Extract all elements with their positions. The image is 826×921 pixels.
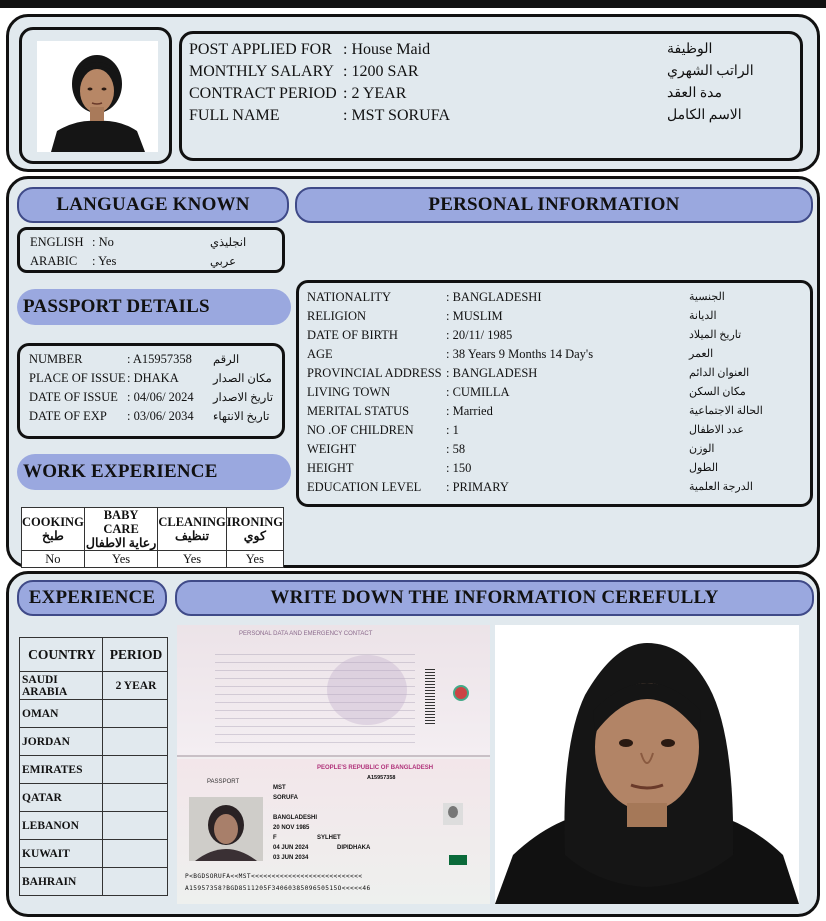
work-col-en: IRONING <box>226 515 283 529</box>
personal-row <box>307 326 807 345</box>
work-col-en: BABY CARE <box>103 508 139 536</box>
post-info-box <box>179 31 803 161</box>
passport-photo <box>189 797 263 861</box>
period-cell <box>103 812 168 840</box>
personal-row <box>307 364 807 383</box>
period-cell <box>103 868 168 896</box>
passport-flag-icon <box>449 855 467 865</box>
personal-value: : Married <box>446 404 493 418</box>
passport-row <box>29 390 279 409</box>
personal-arabic: الجنسية <box>689 291 725 303</box>
passport-value: : 03/06/ 2034 <box>127 409 194 423</box>
language-arabic: عربي <box>210 256 236 268</box>
period-column-header: PERIOD <box>103 638 168 672</box>
work-col-ironing <box>226 508 283 551</box>
passport-value: : A15957358 <box>127 352 192 366</box>
passport-details-heading: PASSPORT DETAILS <box>17 289 291 325</box>
personal-row <box>307 421 807 440</box>
personal-value: : BANGLADESH <box>446 366 538 380</box>
work-value-row <box>22 551 284 568</box>
personal-value: : PRIMARY <box>446 480 509 494</box>
header-label: MONTHLY SALARY <box>189 63 334 80</box>
passport-label: PLACE OF ISSUE <box>29 371 126 385</box>
work-value: Yes <box>226 551 283 568</box>
experience-row <box>20 700 168 728</box>
personal-row <box>307 345 807 364</box>
personal-arabic: الحالة الاجتماعية <box>689 405 763 417</box>
passport-arabic: تاريخ الاصدار <box>213 392 274 404</box>
passport-value: : DHAKA <box>127 371 179 385</box>
personal-label: NO .OF CHILDREN <box>307 423 414 437</box>
country-cell: JORDAN <box>20 728 103 756</box>
passport-upper-page <box>177 625 490 757</box>
personal-value: : 150 <box>446 461 472 475</box>
work-header-row <box>22 508 284 551</box>
passport-field: MST <box>273 785 286 791</box>
work-col-en: CLEANING <box>158 515 226 529</box>
language-label: ENGLISH <box>30 235 84 249</box>
experience-row <box>20 812 168 840</box>
passport-field: F <box>273 835 277 841</box>
header-value: : 2 YEAR <box>343 85 407 102</box>
personal-arabic: الطول <box>689 462 719 474</box>
passport-field: 20 NOV 1985 <box>273 825 310 831</box>
passport-data-page <box>177 759 490 904</box>
passport-field: A15957358 <box>367 775 396 781</box>
personal-information-heading: PERSONAL INFORMATION <box>295 187 813 223</box>
personal-value: : 20/11/ 1985 <box>446 328 513 342</box>
language-arabic: انجليذي <box>210 237 247 249</box>
passport-barcode <box>425 669 435 725</box>
personal-label: NATIONALITY <box>307 290 392 304</box>
passport-arabic: مكان الصدار <box>213 373 272 385</box>
personal-label: EDUCATION LEVEL <box>307 480 422 494</box>
language-row <box>30 254 280 272</box>
passport-field: DIPIDHAKA <box>337 845 371 851</box>
header-value: : House Maid <box>343 41 431 58</box>
language-value: : Yes <box>92 254 117 268</box>
country-cell: SAUDI ARABIA <box>20 672 103 700</box>
personal-arabic: العمر <box>689 348 714 360</box>
experience-row <box>20 840 168 868</box>
period-cell <box>103 756 168 784</box>
header-value: : 1200 SAR <box>343 63 419 80</box>
personal-arabic: عدد الاطفال <box>689 424 744 436</box>
personal-row <box>307 288 807 307</box>
applicant-photo <box>37 41 158 152</box>
work-col-cleaning <box>158 508 226 551</box>
work-experience-heading: WORK EXPERIENCE <box>17 454 291 490</box>
experience-row <box>20 756 168 784</box>
personal-value: : 38 Years 9 Months 14 Day's <box>446 347 594 361</box>
write-down-heading: WRITE DOWN THE INFORMATION CEREFULLY <box>175 580 814 616</box>
applicant-portrait <box>495 625 799 904</box>
personal-arabic: الدرجة العلمية <box>689 481 753 493</box>
personal-row <box>307 383 807 402</box>
header-label: POST APPLIED FOR <box>189 41 332 58</box>
passport-box <box>17 343 285 439</box>
passport-country-line: PEOPLE'S REPUBLIC OF BANGLADESH <box>317 765 434 771</box>
personal-label: WEIGHT <box>307 442 357 456</box>
personal-info-box <box>296 280 813 507</box>
work-experience-table <box>21 507 284 568</box>
passport-seal-icon <box>453 685 469 701</box>
period-cell <box>103 700 168 728</box>
period-cell <box>103 728 168 756</box>
country-cell: LEBANON <box>20 812 103 840</box>
header-arabic: الاسم الكامل <box>667 108 742 123</box>
experience-header-row <box>20 638 168 672</box>
personal-value: : 58 <box>446 442 466 456</box>
work-col-ar: رعاية الاطفال <box>85 536 157 550</box>
language-known-heading: LANGUAGE KNOWN <box>17 187 289 223</box>
personal-label: DATE OF BIRTH <box>307 328 398 342</box>
experience-table <box>19 637 168 896</box>
personal-value: : BANGLADESHI <box>446 290 542 304</box>
period-cell: 2 YEAR <box>103 672 168 700</box>
language-row <box>30 235 280 253</box>
country-cell: QATAR <box>20 784 103 812</box>
personal-arabic: الوزن <box>689 443 715 455</box>
language-value: : No <box>92 235 114 249</box>
language-box <box>17 227 285 273</box>
personal-label: LIVING TOWN <box>307 385 391 399</box>
experience-row <box>20 672 168 700</box>
top-bar <box>0 0 826 8</box>
country-cell: OMAN <box>20 700 103 728</box>
passport-mrz-1: P<BGDSORUFA<<MST<<<<<<<<<<<<<<<<<<<<<<<<<<< <box>185 873 363 880</box>
work-value: Yes <box>158 551 226 568</box>
passport-watermark <box>327 655 407 725</box>
personal-label: HEIGHT <box>307 461 354 475</box>
passport-top-heading: PERSONAL DATA AND EMERGENCY CONTACT <box>239 631 373 637</box>
experience-row <box>20 784 168 812</box>
personal-arabic: العنوان الدائم <box>689 367 750 379</box>
header-label: FULL NAME <box>189 107 280 124</box>
work-col-cooking <box>22 508 85 551</box>
country-cell: BAHRAIN <box>20 868 103 896</box>
personal-row <box>307 478 807 497</box>
experience-row <box>20 728 168 756</box>
personal-label: AGE <box>307 347 333 361</box>
header-value: : MST SORUFA <box>343 107 450 124</box>
experience-panel <box>6 571 820 917</box>
passport-field: SYLHET <box>317 835 341 841</box>
personal-label: RELIGION <box>307 309 367 323</box>
experience-heading: EXPERIENCE <box>17 580 167 616</box>
header-panel <box>6 14 820 172</box>
personal-arabic: الديانة <box>689 310 717 322</box>
details-panel <box>6 176 820 568</box>
personal-label: MERITAL STATUS <box>307 404 410 418</box>
personal-value: : MUSLIM <box>446 309 503 323</box>
passport-value: : 04/06/ 2024 <box>127 390 194 404</box>
experience-row <box>20 868 168 896</box>
passport-label: DATE OF EXP <box>29 409 107 423</box>
work-col-ar: طبخ <box>42 529 64 543</box>
language-label: ARABIC <box>30 254 78 268</box>
work-value: Yes <box>84 551 158 568</box>
passport-label: NUMBER <box>29 352 83 366</box>
personal-row <box>307 402 807 421</box>
passport-label: DATE OF ISSUE <box>29 390 118 404</box>
personal-row <box>307 459 807 478</box>
passport-field: 03 JUN 2034 <box>273 855 309 861</box>
work-value: No <box>22 551 85 568</box>
country-column-header: COUNTRY <box>20 638 103 672</box>
passport-row <box>29 409 279 428</box>
personal-arabic: مكان السكن <box>689 386 746 398</box>
personal-value: : CUMILLA <box>446 385 510 399</box>
work-col-ar: تنظيف <box>174 529 210 543</box>
photo-frame <box>19 27 172 164</box>
work-col-en: COOKING <box>22 515 84 529</box>
header-arabic: مدة العقد <box>667 86 723 101</box>
country-cell: EMIRATES <box>20 756 103 784</box>
passport-field: 04 JUN 2024 <box>273 845 309 851</box>
period-cell <box>103 840 168 868</box>
passport-ghost-photo <box>443 803 463 825</box>
header-label: CONTRACT PERIOD <box>189 85 337 102</box>
personal-value: : 1 <box>446 423 459 437</box>
country-cell: KUWAIT <box>20 840 103 868</box>
header-arabic: الوظيفة <box>667 42 713 57</box>
passport-row <box>29 371 279 390</box>
passport-scan <box>177 625 490 904</box>
work-col-baby-care <box>84 508 158 551</box>
period-cell <box>103 784 168 812</box>
passport-field: SORUFA <box>273 795 299 801</box>
header-arabic: الراتب الشهري <box>667 64 754 79</box>
passport-word: PASSPORT <box>207 779 240 785</box>
personal-row <box>307 440 807 459</box>
work-col-ar: كوي <box>243 529 266 543</box>
passport-arabic: الرقم <box>213 354 240 366</box>
personal-label: PROVINCIAL ADDRESS <box>307 366 442 380</box>
personal-row <box>307 307 807 326</box>
personal-arabic: تاريخ الميلاد <box>689 329 742 341</box>
passport-field: BANGLADESHI <box>273 815 318 821</box>
passport-mrz-2: A15957358?BGD8511205F3406038509650515O<<<<<46 <box>185 885 371 892</box>
passport-arabic: تاريخ الانتهاء <box>213 411 270 423</box>
passport-row <box>29 352 279 371</box>
